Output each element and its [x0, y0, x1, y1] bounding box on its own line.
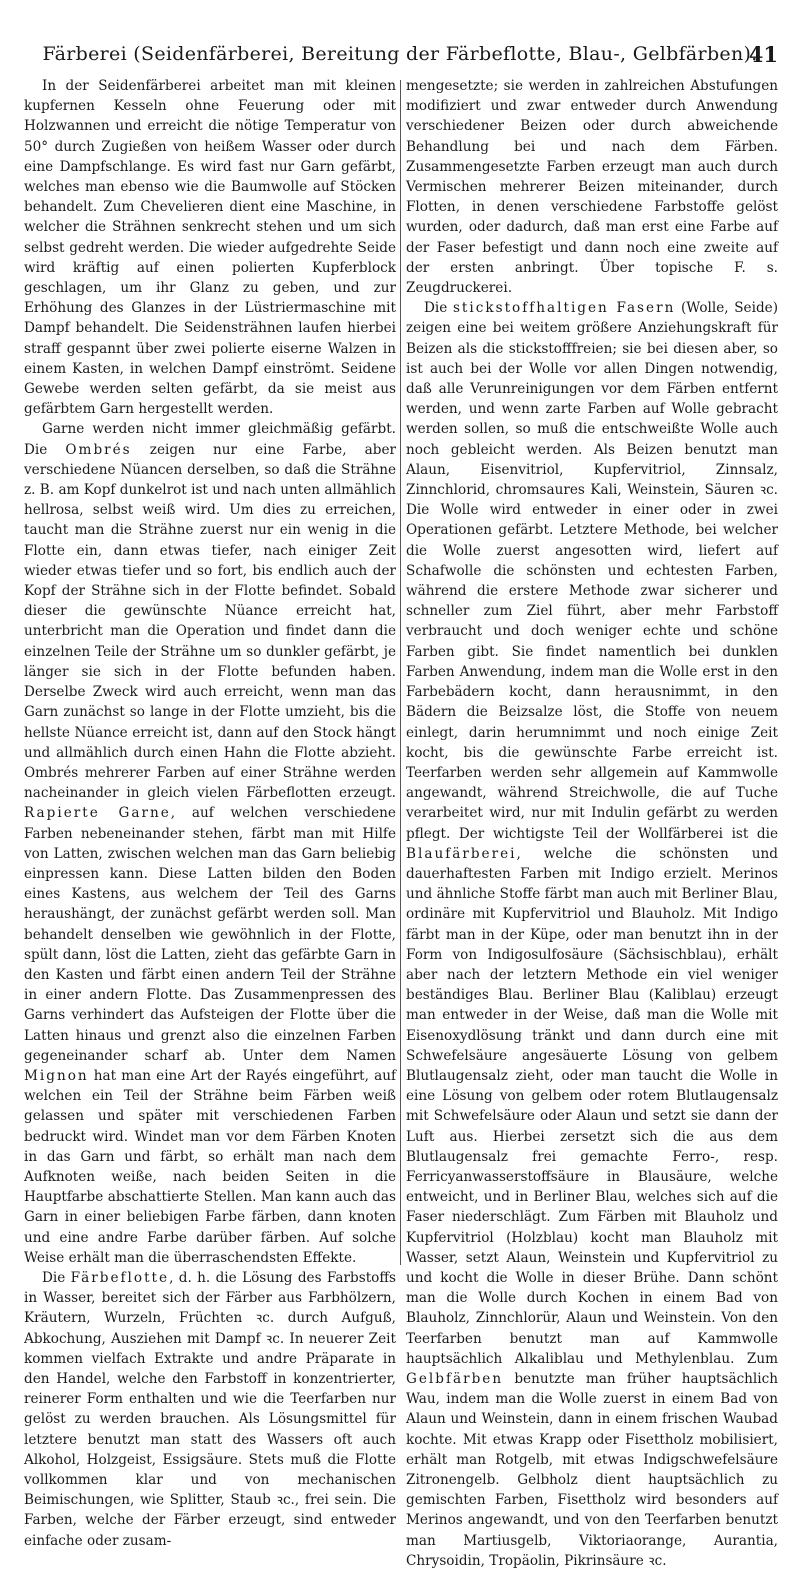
- paragraph-text: Die: [424, 300, 453, 317]
- term-ombres: Ombrés: [65, 441, 132, 458]
- paragraph-text: Die: [42, 1269, 71, 1286]
- paragraph-continuation: mengesetzte; sie werden in zahlreichen Abstufungen modifiziert und zwar entweder durch Anwendung verschiedener Beizen oder durch abweichende Behandlung bei und nach dem Färben. Zusammengesetzte Farben erzeugt man auch durch Vermischen mehrerer Beizen miteinander, durch Flotten, in denen verschiedene Farbstoffe gelöst wurden, oder dadurch, daß man erst eine Farbe auf der Faser befestigt und dann noch eine zweite auf der ersten anbringt. Über topische F. s. Zeugdruckerei.: [406, 78, 778, 297]
- paragraph-ombres: [24, 419, 396, 1268]
- column-divider: [400, 80, 401, 1265]
- term-gelbfaerben: Gelbfärben: [406, 1371, 504, 1387]
- term-faerbeflotte: Färbeflotte: [70, 1269, 170, 1286]
- paragraph-text: zeigen nur eine Farbe, aber verschiedene Nüancen derselben, so daß die Strähne z. B. am Kopf dunkelrot ist und nach unten allmählich hellrosa, selbst weiß wird. Um dies zu erreichen, taucht man die Strähne zuerst nur ein wenig in die Flotte ein, dann etwas tiefer, nach einiger Zeit wieder etwas tiefer und so fort, bis endlich auch der Kopf der Strähne sich in der Flotte befindet. Sobald dieser die gewünschte Nüance erreicht hat, unterbricht man die Operation und findet dann die einzelnen Teile der Strähne um so dunkler gefärbt, je länger sie sich in der Flotte befunden haben. Derselbe Zweck wird auch erreicht, wenn man das Garn zunächst so lange in der Flotte umzieht, bis die hellste Nüance erreicht ist, dann auf den Stock hängt und allmählich durch einen Hahn die Flotte abzieht. Ombrés mehrerer Farben auf einer Strähne werden nacheinander in gleich vielen Färbeflotten erzeugt.: [24, 441, 396, 802]
- running-title: Färberei (Seidenfärberei, Bereitung der Färbeflotte, Blau-, Gelbfärben).: [42, 43, 758, 65]
- paragraph-text: , auf welchen verschiedene Farben nebeneinander stehen, färbt man mit Hilfe von Latten, zwischen welchen man das Garn beliebig einpressen kann. Diese Latten bilden den Boden eines Kastens, aus welchem der Teil des Garns heraushängt, der zunächst gefärbt werden soll. Man behandelt denselben wie gewöhnlich in der Flotte, spült dann, löst die Latten, zieht das gefärbte Garn in den Kasten und färbt einen andern Teil der Strähne in einer andern Flotte. Das Zusammenpressen des Garns verhindert das Aufsteigen der Flotte über die Latten hinaus und grenzt also die einzelnen Farben gegeneinander scharf ab. Unter dem Namen: [24, 805, 396, 1064]
- right-column: [406, 76, 778, 1569]
- paragraph-text: hat man eine Art der Rayés eingeführt, auf welchen ein Teil der Strähne beim Färben weiß gelassen und später mit verschiedenen Farben bedruckt wird. Windet man vor dem Färben Knoten in das Garn und färbt, so erhält man nach dem Aufknoten weiße, nach beiden Seiten in die Hauptfarbe abschattierte Stellen. Man kann auch das Garn in einer beliebigen Farbe färben, dann knoten und eine andre Farbe darüber färben. Auf solche Weise erhält man die überraschendsten Effekte.: [24, 1067, 396, 1266]
- term-stickstoffhaltige-fasern: stickstoffhaltigen Fasern: [452, 300, 676, 317]
- paragraph-text: , welche die schönsten und dauerhaftesten Farben mit Indigo erzielt. Merinos und ähnliche Stoffe färbt man auch mit Berliner Blau, ordinäre mit Kupfervitriol und Blauholz. Mit Indigo färbt man in der Küpe, oder man benutzt ihn in der Form von Indigosulfosäure (Sächsischblau), erhält aber nach der letztern Methode ein viel weniger beständiges Blau. Berliner Blau (Kaliblau) erzeugt man entweder in der Weise, daß man die Wolle mit Eisenoxydlösung tränkt und dann durch eine mit Schwefelsäure angesäuerte Lösung von gelbem Blutlaugensalz zieht, oder man taucht die Wolle in eine Lösung von gelbem oder rotem Blutlaugensalz mit Schwefelsäure oder Alaun und setzt sie dann der Luft aus. Hierbei zersetzt sich die aus dem Blutlaugensalz frei gemachte Ferro-, resp. Ferricyanwasserstoffsäure in Blausäure, welche entweicht, und in Berliner Blau, welches sich auf die Faser niederschlägt. Zum Färben mit Blauholz und Kupfervitriol (Holzblau) kocht man Blauholz mit Wasser, setzt Alaun, Weinstein und Kupfervitriol zu und kocht die Wolle in dieser Brühe. Dann schönt man die Wolle durch Kochen in einem Bad von Blauholz, Zinnchlorür, Alaun und Weinstein. Von den Teerfarben benutzt man auf Kammwolle hauptsächlich Alkaliblau und Methylenblau. Zum: [406, 845, 778, 1367]
- term-rapierte-garne: Rapierte Garne: [24, 805, 171, 822]
- term-mignon: Mignon: [24, 1067, 89, 1084]
- paragraph-text: Garne werden nicht immer gleichmäßig gefärbt. Die: [24, 421, 396, 458]
- paragraph-text: benutzte man früher hauptsächlich Wau, indem man die Wolle zuerst in einem Bad von Alaun und Weinstein, dann in einem frischen Waubad kochte. Mit etwas Krapp oder Fisettholz mobilisiert, erhält man Rotgelb, mit etwas Indigschwefelsäure Zitronengelb. Gelbholz dient hauptsächlich zu gemischten Farben, Fisettholz wird besonders auf Merinos angewandt, und von den Teerfarben benutzt man Martiusgelb, Viktoriaorange, Aurantia, Chrysoidin, Tropäolin, Pikrinsäure ꝛc.: [406, 1371, 778, 1569]
- paragraph-stickstoffhaltige-fasern: [406, 298, 778, 1571]
- paragraph-seidenfaerberei: In der Seidenfärberei arbeitet man mit kleinen kupfernen Kesseln ohne Feuerung oder mit Holzwannen und erreicht die nötige Temperatur von 50° durch Zugießen von heißem Wasser oder durch eine Dampfschlange. Es wird fast nur Garn gefärbt, welches man ebenso wie die Baumwolle auf Stöcken behandelt. Zum Chevelieren dient eine Maschine, in welcher die Strähnen senkrecht stehen und um sich selbst gedreht werden. Die wieder aufgedrehte Seide wird kräftig auf einen polierten Kupferblock geschlagen, um ihr Glanz zu geben, und zur Erhöhung des Glanzes in der Lüstriermaschine mit Dampf behandelt. Die Seidensträhnen laufen hierbei straff gespannt über zwei polierte eiserne Walzen in einem Kasten, in welchen Dampf einströmt. Seidene Gewebe werden selten gefärbt, da sie meist aus gefärbtem Garn hergestellt werden.: [24, 78, 396, 418]
- paragraph-faerbeflotte: [24, 1268, 396, 1551]
- term-blaufaerberei: Blaufärberei: [406, 845, 517, 862]
- page-header: [22, 36, 778, 72]
- page-number: 41: [748, 41, 778, 67]
- paragraph-text: , d. h. die Lösung des Farbstoffs in Wasser, bereitet sich der Färber aus Farbhölzern, Kräutern, Wurzeln, Früchten ꝛc. durch Aufguß, Abkochung, Ausziehen mit Dampf ꝛc. In neuerer Zeit kommen vielfach Extrakte und andre Präparate in den Handel, welche den Farbstoff in konzentrierter, reinerer Form enthalten und wie die Teerfarben nur gelöst zu werden brauchen. Als Lösungsmittel für letztere benutzt man statt des Wassers oft auch Alkohol, Holzgeist, Essigsäure. Stets muß die Flotte vollkommen klar und von mechanischen Beimischungen, wie Splitter, Staub ꝛc., frei sein. Die Farben, welche der Färber erzeugt, sind entweder einfache oder zusam-: [24, 1269, 396, 1549]
- paragraph-text: (Wolle, Seide) zeigen eine bei weitem größere Anziehungskraft für Beizen als die stickstofffreien; sie bei diesen aber, so ist auch bei der Wolle vor allen Dingen notwendig, daß alle Verunreinigungen vor dem Färben entfernt werden, und wenn zarte Farben auf Wolle gebracht werden sollen, so muß die entschweißte Wolle auch noch gebleicht werden. Als Beizen benutzt man Alaun, Eisenvitriol, Kupfervitriol, Zinnsalz, Zinnchlorid, chromsaures Kali, Weinstein, Säuren ꝛc. Die Wolle wird entweder in einer oder in zwei Operationen gefärbt. Letztere Methode, bei welcher die Wolle zuerst angesotten wird, liefert auf Schafwolle die schönsten und echtesten Farben, während die erstere Methode zwar sicherer und schneller zum Ziel führt, aber mehr Farbstoff verbraucht und doch weniger echte und schöne Farben gibt. Sie findet namentlich bei dunklen Farben Anwendung, indem man die Wolle erst in den Farbebädern kocht, dann herausnimmt, in den Bädern die Beizsalze löst, die Stoffe von neuem einlegt, darin herumnimmt und noch einige Zeit kocht, bis die gewünschte Farbe erreicht ist. Teerfarben werden sehr allgemein auf Kammwolle angewandt, während Streichwolle, die auf Tuche verarbeitet wird, nur mit Indulin gefärbt zu werden pflegt. Der wichtigste Teil der Wollfärberei ist die: [406, 300, 778, 842]
- left-column: [24, 76, 396, 1549]
